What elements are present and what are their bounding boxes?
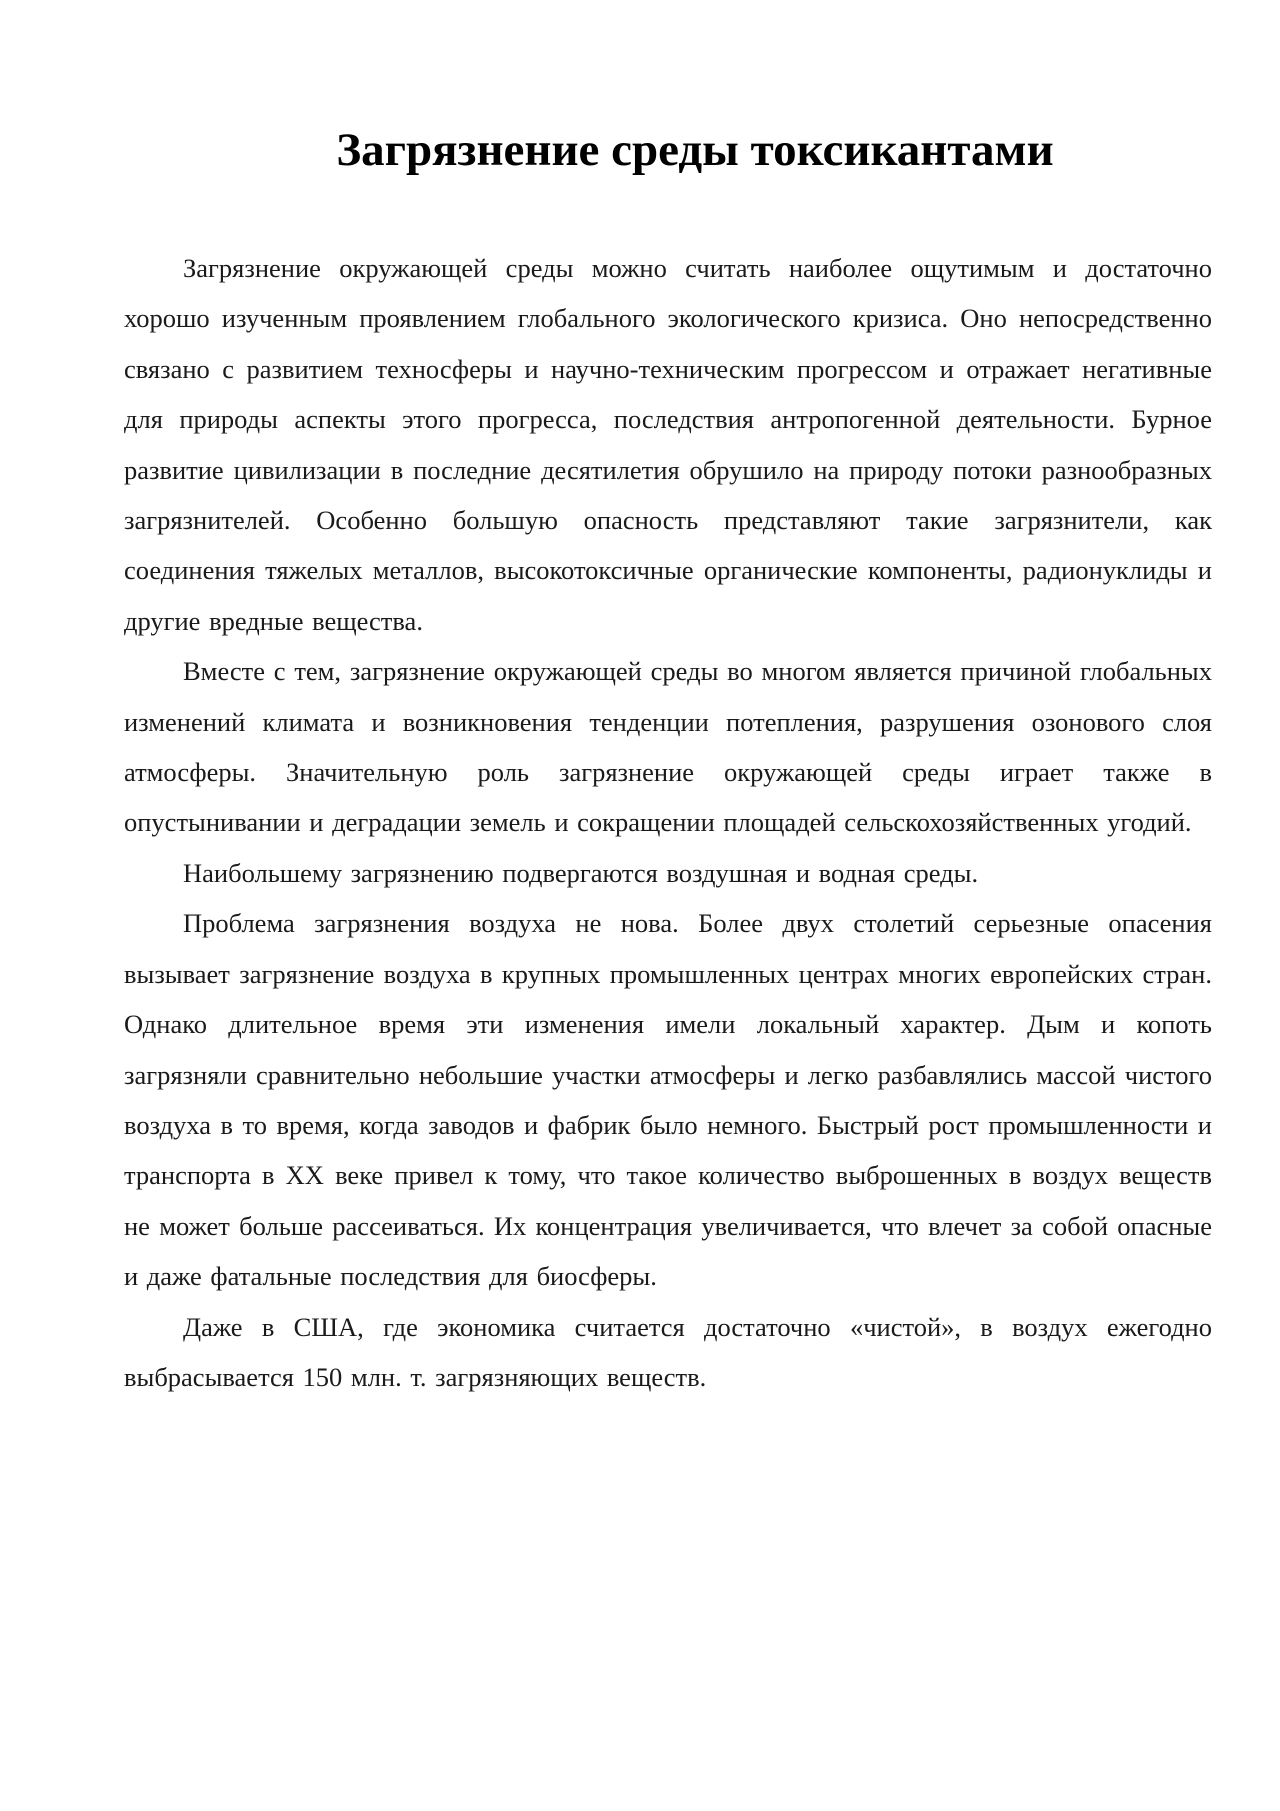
paragraph-3: Наибольшему загрязнению подвергаются воздушная и водная среды. <box>183 857 979 888</box>
paragraph-4: Проблема загрязнения воздуха не нова. Более двух столетий серьезные опасения вызывает загрязнение воздуха в крупных промышленных центрах многих европейских стран. Однако длительное время эти изменения имели локальный характер. Дым и копоть загрязняли сравнительно небольшие участки атмосферы и легко разбавлялись массой чистого воздуха в то время, когда заводов и фабрик было немного. Быстрый рост промышленности и транспорта в XX веке привел к тому, что такое количество выброшенных в воздух веществ не может больше рассеиваться. Их концентрация увеличивается, что влечет за собой опасные и даже фатальные последствия для биосферы. <box>124 908 1212 1292</box>
paragraph-2: Вместе с тем, загрязнение окружающей среды во многом является причиной глобальных изменений климата и возникновения тенденции потепления, разрушения озонового слоя атмосферы. Значительную роль загрязнение окружающей среды играет также в опустынивании и деградации земель и сокращении площадей сельскохозяйственных угодий. <box>124 656 1212 838</box>
document-title: Загрязнение среды токсикантами <box>336 124 1054 176</box>
document-body <box>124 243 1212 1402</box>
paragraph-5: Даже в США, где экономика считается достаточно «чистой», в воздух ежегодно выбрасывается 150 млн. т. загрязняющих веществ. <box>124 1311 1212 1392</box>
paragraph-1: Загрязнение окружающей среды можно считать наиболее ощутимым и достаточно хорошо изученным проявлением глобального экологического кризиса. Оно непосредственно связано с развитием техносферы и научно-техническим прогрессом и отражает негативные для природы аспекты этого прогресса, последствия антропогенной деятельности. Бурное развитие цивилизации в последние десятилетия обрушило на природу потоки разнообразных загрязнителей. Особенно большую опасность представляют такие загрязнители, как соединения тяжелых металлов, высокотоксичные органические компоненты, радионуклиды и другие вредные вещества. <box>124 253 1212 636</box>
